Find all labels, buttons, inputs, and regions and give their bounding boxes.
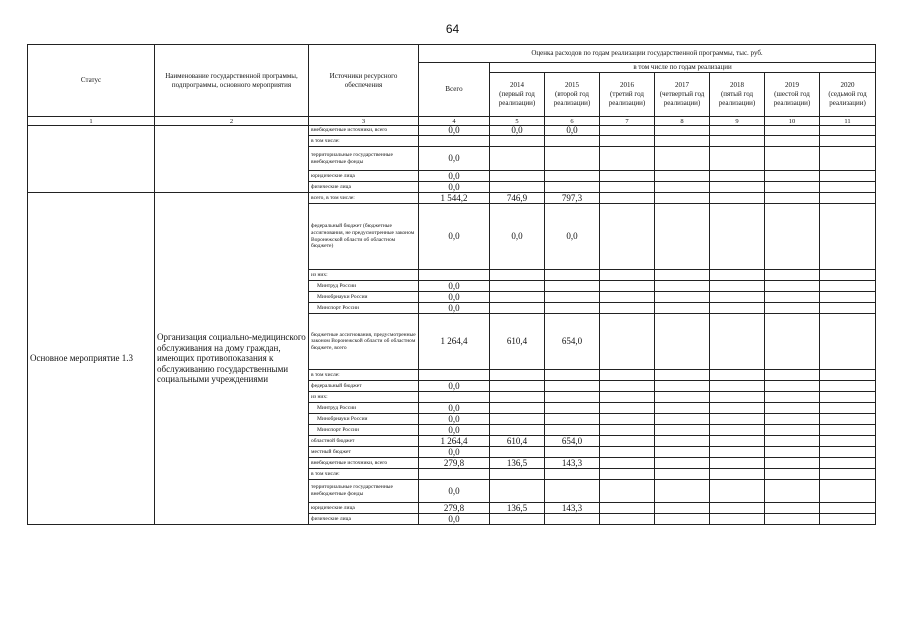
value-empty-cell <box>655 436 710 447</box>
value-empty-cell <box>820 182 876 193</box>
header-program: Наименование государственной программы, подпрограммы, основного мероприятия <box>155 45 309 117</box>
source-cell: федеральный бюджет (бюджетные ассигнования, не предусмотренные законом Воронежской области об областном бюджете) <box>309 204 419 270</box>
value-empty-cell <box>820 480 876 503</box>
year-label: 2018 <box>730 81 744 89</box>
value-2015-cell <box>545 370 600 381</box>
total-cell: 1 264,4 <box>419 436 490 447</box>
value-2015-cell <box>545 147 600 171</box>
year-label: 2017 <box>675 81 689 89</box>
value-2015-cell: 797,3 <box>545 193 600 204</box>
value-2014-cell: 136,5 <box>490 458 545 469</box>
value-empty-cell <box>600 503 655 514</box>
year-note: (четвертый год реализации) <box>659 90 705 107</box>
value-2015-cell <box>545 414 600 425</box>
total-cell <box>419 136 490 147</box>
column-number: 9 <box>710 117 765 126</box>
value-empty-cell <box>820 514 876 525</box>
value-empty-cell <box>655 147 710 171</box>
value-empty-cell <box>710 136 765 147</box>
value-2014-cell <box>490 414 545 425</box>
value-empty-cell <box>600 204 655 270</box>
value-2015-cell <box>545 136 600 147</box>
column-number: 3 <box>309 117 419 126</box>
value-2014-cell: 0,0 <box>490 126 545 136</box>
source-cell: внебюджетные источники, всего <box>309 126 419 136</box>
value-empty-cell <box>765 458 820 469</box>
value-empty-cell <box>765 147 820 171</box>
value-empty-cell <box>820 303 876 314</box>
value-empty-cell <box>820 204 876 270</box>
value-empty-cell <box>655 182 710 193</box>
total-cell: 0,0 <box>419 480 490 503</box>
source-cell: Минтруд России <box>309 281 419 292</box>
value-2014-cell <box>490 469 545 480</box>
source-cell: внебюджетные источники, всего <box>309 458 419 469</box>
page-number: 64 <box>445 22 460 36</box>
value-empty-cell <box>710 503 765 514</box>
value-empty-cell <box>655 171 710 182</box>
value-2014-cell <box>490 370 545 381</box>
column-number: 11 <box>820 117 876 126</box>
year-note: (второй год реализации) <box>553 90 591 107</box>
value-empty-cell <box>820 392 876 403</box>
value-2015-cell: 0,0 <box>545 126 600 136</box>
value-2014-cell: 136,5 <box>490 503 545 514</box>
year-note: (седьмой год реализации) <box>828 90 867 107</box>
value-empty-cell <box>655 136 710 147</box>
program-name-cell: Организация социально-медицинского обслуживания на дому граждан, имеющих противопоказания к обслуживанию государственными социальными учреждениями <box>155 193 309 525</box>
value-2015-cell <box>545 303 600 314</box>
value-2014-cell <box>490 281 545 292</box>
value-empty-cell <box>600 436 655 447</box>
value-empty-cell <box>765 193 820 204</box>
source-cell: областной бюджет <box>309 436 419 447</box>
value-empty-cell <box>655 281 710 292</box>
source-cell: физические лица <box>309 182 419 193</box>
value-empty-cell <box>820 436 876 447</box>
value-empty-cell <box>765 447 820 458</box>
total-cell <box>419 370 490 381</box>
year-note: (третий год реализации) <box>608 90 646 107</box>
value-empty-cell <box>765 292 820 303</box>
total-cell: 0,0 <box>419 425 490 436</box>
column-number: 10 <box>765 117 820 126</box>
total-cell <box>419 392 490 403</box>
value-2015-cell <box>545 281 600 292</box>
source-cell: Минтруд России <box>309 403 419 414</box>
header-year-2016 <box>600 73 655 117</box>
value-empty-cell <box>820 193 876 204</box>
value-empty-cell <box>765 303 820 314</box>
status-cell: Основное мероприятие 1.3 <box>28 193 155 525</box>
column-number: 8 <box>655 117 710 126</box>
expenses-table <box>27 44 876 525</box>
table-body <box>28 126 876 525</box>
value-empty-cell <box>655 480 710 503</box>
value-empty-cell <box>655 381 710 392</box>
value-empty-cell <box>820 270 876 281</box>
value-empty-cell <box>710 314 765 370</box>
value-2015-cell <box>545 292 600 303</box>
value-empty-cell <box>765 281 820 292</box>
value-empty-cell <box>710 171 765 182</box>
value-2015-cell: 654,0 <box>545 314 600 370</box>
total-cell: 0,0 <box>419 204 490 270</box>
value-empty-cell <box>820 314 876 370</box>
total-cell: 279,8 <box>419 503 490 514</box>
value-empty-cell <box>600 392 655 403</box>
source-cell: Минспорт России <box>309 303 419 314</box>
value-empty-cell <box>600 414 655 425</box>
value-empty-cell <box>765 136 820 147</box>
value-2014-cell <box>490 480 545 503</box>
value-2015-cell <box>545 403 600 414</box>
value-2015-cell <box>545 514 600 525</box>
value-empty-cell <box>710 147 765 171</box>
value-empty-cell <box>655 447 710 458</box>
value-2014-cell: 610,4 <box>490 436 545 447</box>
source-cell: территориальные государственные внебюджетные фонды <box>309 480 419 503</box>
value-empty-cell <box>765 503 820 514</box>
value-empty-cell <box>600 193 655 204</box>
total-cell: 0,0 <box>419 303 490 314</box>
value-empty-cell <box>600 458 655 469</box>
header-year-2018 <box>710 73 765 117</box>
column-number: 7 <box>600 117 655 126</box>
value-empty-cell <box>600 370 655 381</box>
value-empty-cell <box>600 270 655 281</box>
value-empty-cell <box>710 281 765 292</box>
value-empty-cell <box>765 381 820 392</box>
value-empty-cell <box>710 425 765 436</box>
value-empty-cell <box>655 403 710 414</box>
value-empty-cell <box>820 171 876 182</box>
value-empty-cell <box>765 126 820 136</box>
header-estimate: Оценка расходов по годам реализации государственной программы, тыс. руб. <box>419 45 876 63</box>
value-2014-cell <box>490 270 545 281</box>
value-2014-cell <box>490 182 545 193</box>
value-empty-cell <box>655 270 710 281</box>
value-empty-cell <box>765 436 820 447</box>
value-2014-cell <box>490 392 545 403</box>
year-note: (пятый год реализации) <box>718 90 756 107</box>
total-cell: 0,0 <box>419 381 490 392</box>
value-empty-cell <box>820 292 876 303</box>
source-cell: из них: <box>309 392 419 403</box>
value-empty-cell <box>820 381 876 392</box>
value-empty-cell <box>600 469 655 480</box>
year-label: 2015 <box>565 81 579 89</box>
source-cell: юридические лица <box>309 171 419 182</box>
header-year-2020 <box>820 73 876 117</box>
value-empty-cell <box>710 370 765 381</box>
year-label: 2019 <box>785 81 799 89</box>
value-empty-cell <box>600 136 655 147</box>
value-empty-cell <box>765 370 820 381</box>
status-cell-empty <box>28 126 155 193</box>
value-empty-cell <box>600 447 655 458</box>
value-empty-cell <box>710 182 765 193</box>
value-empty-cell <box>765 414 820 425</box>
source-cell: в том числе: <box>309 136 419 147</box>
value-2015-cell: 0,0 <box>545 204 600 270</box>
value-empty-cell <box>710 514 765 525</box>
value-2014-cell <box>490 136 545 147</box>
value-empty-cell <box>710 480 765 503</box>
header-year-2017 <box>655 73 710 117</box>
table-row <box>28 126 876 136</box>
value-empty-cell <box>600 480 655 503</box>
value-empty-cell <box>820 469 876 480</box>
value-empty-cell <box>765 480 820 503</box>
value-empty-cell <box>655 204 710 270</box>
value-empty-cell <box>655 503 710 514</box>
value-2014-cell <box>490 171 545 182</box>
value-empty-cell <box>600 303 655 314</box>
value-empty-cell <box>820 503 876 514</box>
header-year-2014 <box>490 73 545 117</box>
header-including: в том числе по годам реализации <box>490 63 876 73</box>
value-2015-cell <box>545 381 600 392</box>
table-row <box>28 193 876 204</box>
source-cell: Минобрнауки России <box>309 414 419 425</box>
column-number: 4 <box>419 117 490 126</box>
source-cell: физические лица <box>309 514 419 525</box>
value-empty-cell <box>710 436 765 447</box>
value-2014-cell <box>490 514 545 525</box>
column-number: 1 <box>28 117 155 126</box>
value-2014-cell <box>490 403 545 414</box>
source-cell: федеральный бюджет <box>309 381 419 392</box>
value-empty-cell <box>710 292 765 303</box>
total-cell: 0,0 <box>419 514 490 525</box>
value-empty-cell <box>600 281 655 292</box>
value-2015-cell: 143,3 <box>545 503 600 514</box>
value-empty-cell <box>710 458 765 469</box>
value-2014-cell: 746,9 <box>490 193 545 204</box>
total-cell: 0,0 <box>419 147 490 171</box>
header-status: Статус <box>28 45 155 117</box>
source-cell: юридические лица <box>309 503 419 514</box>
value-empty-cell <box>600 314 655 370</box>
total-cell: 0,0 <box>419 182 490 193</box>
value-empty-cell <box>600 425 655 436</box>
value-empty-cell <box>820 403 876 414</box>
value-empty-cell <box>765 314 820 370</box>
total-cell: 1 264,4 <box>419 314 490 370</box>
value-empty-cell <box>655 514 710 525</box>
value-empty-cell <box>765 204 820 270</box>
year-note: (первый год реализации) <box>498 90 536 107</box>
value-2014-cell <box>490 303 545 314</box>
value-empty-cell <box>600 126 655 136</box>
value-empty-cell <box>820 425 876 436</box>
value-2014-cell <box>490 447 545 458</box>
value-empty-cell <box>600 403 655 414</box>
total-cell: 0,0 <box>419 126 490 136</box>
value-empty-cell <box>710 469 765 480</box>
total-cell: 0,0 <box>419 281 490 292</box>
value-empty-cell <box>655 303 710 314</box>
value-empty-cell <box>765 403 820 414</box>
value-2015-cell <box>545 469 600 480</box>
value-empty-cell <box>655 392 710 403</box>
value-2015-cell <box>545 182 600 193</box>
value-2015-cell <box>545 425 600 436</box>
total-cell: 0,0 <box>419 447 490 458</box>
value-empty-cell <box>600 514 655 525</box>
source-cell: в том числе: <box>309 469 419 480</box>
value-empty-cell <box>600 381 655 392</box>
value-empty-cell <box>820 414 876 425</box>
value-2014-cell <box>490 425 545 436</box>
total-cell: 0,0 <box>419 171 490 182</box>
value-2014-cell <box>490 147 545 171</box>
column-number: 2 <box>155 117 309 126</box>
value-empty-cell <box>765 270 820 281</box>
year-note: (шестой год реализации) <box>773 90 811 107</box>
value-empty-cell <box>600 182 655 193</box>
source-cell: в том числе: <box>309 370 419 381</box>
value-empty-cell <box>655 292 710 303</box>
column-number: 5 <box>490 117 545 126</box>
total-cell: 279,8 <box>419 458 490 469</box>
value-empty-cell <box>655 458 710 469</box>
value-empty-cell <box>710 303 765 314</box>
value-2015-cell <box>545 447 600 458</box>
value-empty-cell <box>710 126 765 136</box>
value-empty-cell <box>600 171 655 182</box>
total-cell: 0,0 <box>419 292 490 303</box>
value-empty-cell <box>765 514 820 525</box>
value-empty-cell <box>710 392 765 403</box>
value-empty-cell <box>765 392 820 403</box>
value-empty-cell <box>710 447 765 458</box>
value-empty-cell <box>820 447 876 458</box>
value-2015-cell <box>545 171 600 182</box>
source-cell: местный бюджет <box>309 447 419 458</box>
value-2014-cell <box>490 292 545 303</box>
value-empty-cell <box>710 204 765 270</box>
value-empty-cell <box>710 270 765 281</box>
value-empty-cell <box>820 281 876 292</box>
header-sources: Источники ресурсного обеспечения <box>309 45 419 117</box>
value-empty-cell <box>820 370 876 381</box>
value-2014-cell <box>490 381 545 392</box>
value-empty-cell <box>820 458 876 469</box>
value-2015-cell: 143,3 <box>545 458 600 469</box>
value-empty-cell <box>655 314 710 370</box>
value-empty-cell <box>655 370 710 381</box>
header-year-2015 <box>545 73 600 117</box>
value-2015-cell: 654,0 <box>545 436 600 447</box>
total-cell: 1 544,2 <box>419 193 490 204</box>
value-empty-cell <box>710 403 765 414</box>
value-empty-cell <box>765 469 820 480</box>
value-empty-cell <box>765 171 820 182</box>
value-empty-cell <box>820 136 876 147</box>
value-empty-cell <box>655 126 710 136</box>
year-label: 2014 <box>510 81 524 89</box>
value-empty-cell <box>765 182 820 193</box>
value-2014-cell: 610,4 <box>490 314 545 370</box>
source-cell: бюджетные ассигнования, предусмотренные законом Воронежской области об областном бюджете, всего <box>309 314 419 370</box>
source-cell: всего, в том числе: <box>309 193 419 204</box>
value-2015-cell <box>545 392 600 403</box>
column-number: 6 <box>545 117 600 126</box>
value-empty-cell <box>710 381 765 392</box>
value-empty-cell <box>600 292 655 303</box>
header-total: Всего <box>419 63 490 117</box>
value-empty-cell <box>655 414 710 425</box>
column-numbers-row <box>28 117 876 126</box>
header-year-2019 <box>765 73 820 117</box>
value-empty-cell <box>765 425 820 436</box>
value-empty-cell <box>820 147 876 171</box>
value-empty-cell <box>710 414 765 425</box>
value-empty-cell <box>600 147 655 171</box>
total-cell: 0,0 <box>419 414 490 425</box>
value-2015-cell <box>545 480 600 503</box>
source-cell: Минспорт России <box>309 425 419 436</box>
total-cell: 0,0 <box>419 403 490 414</box>
value-empty-cell <box>820 126 876 136</box>
year-label: 2020 <box>840 81 855 89</box>
year-label: 2016 <box>620 81 634 89</box>
total-cell <box>419 469 490 480</box>
source-cell: территориальные государственные внебюджетные фонды <box>309 147 419 171</box>
value-empty-cell <box>655 469 710 480</box>
source-cell: Минобрнауки России <box>309 292 419 303</box>
source-cell: из них: <box>309 270 419 281</box>
value-empty-cell <box>655 425 710 436</box>
value-2015-cell <box>545 270 600 281</box>
value-empty-cell <box>710 193 765 204</box>
value-empty-cell <box>655 193 710 204</box>
value-2014-cell: 0,0 <box>490 204 545 270</box>
total-cell <box>419 270 490 281</box>
program-name-cell-empty <box>155 126 309 193</box>
